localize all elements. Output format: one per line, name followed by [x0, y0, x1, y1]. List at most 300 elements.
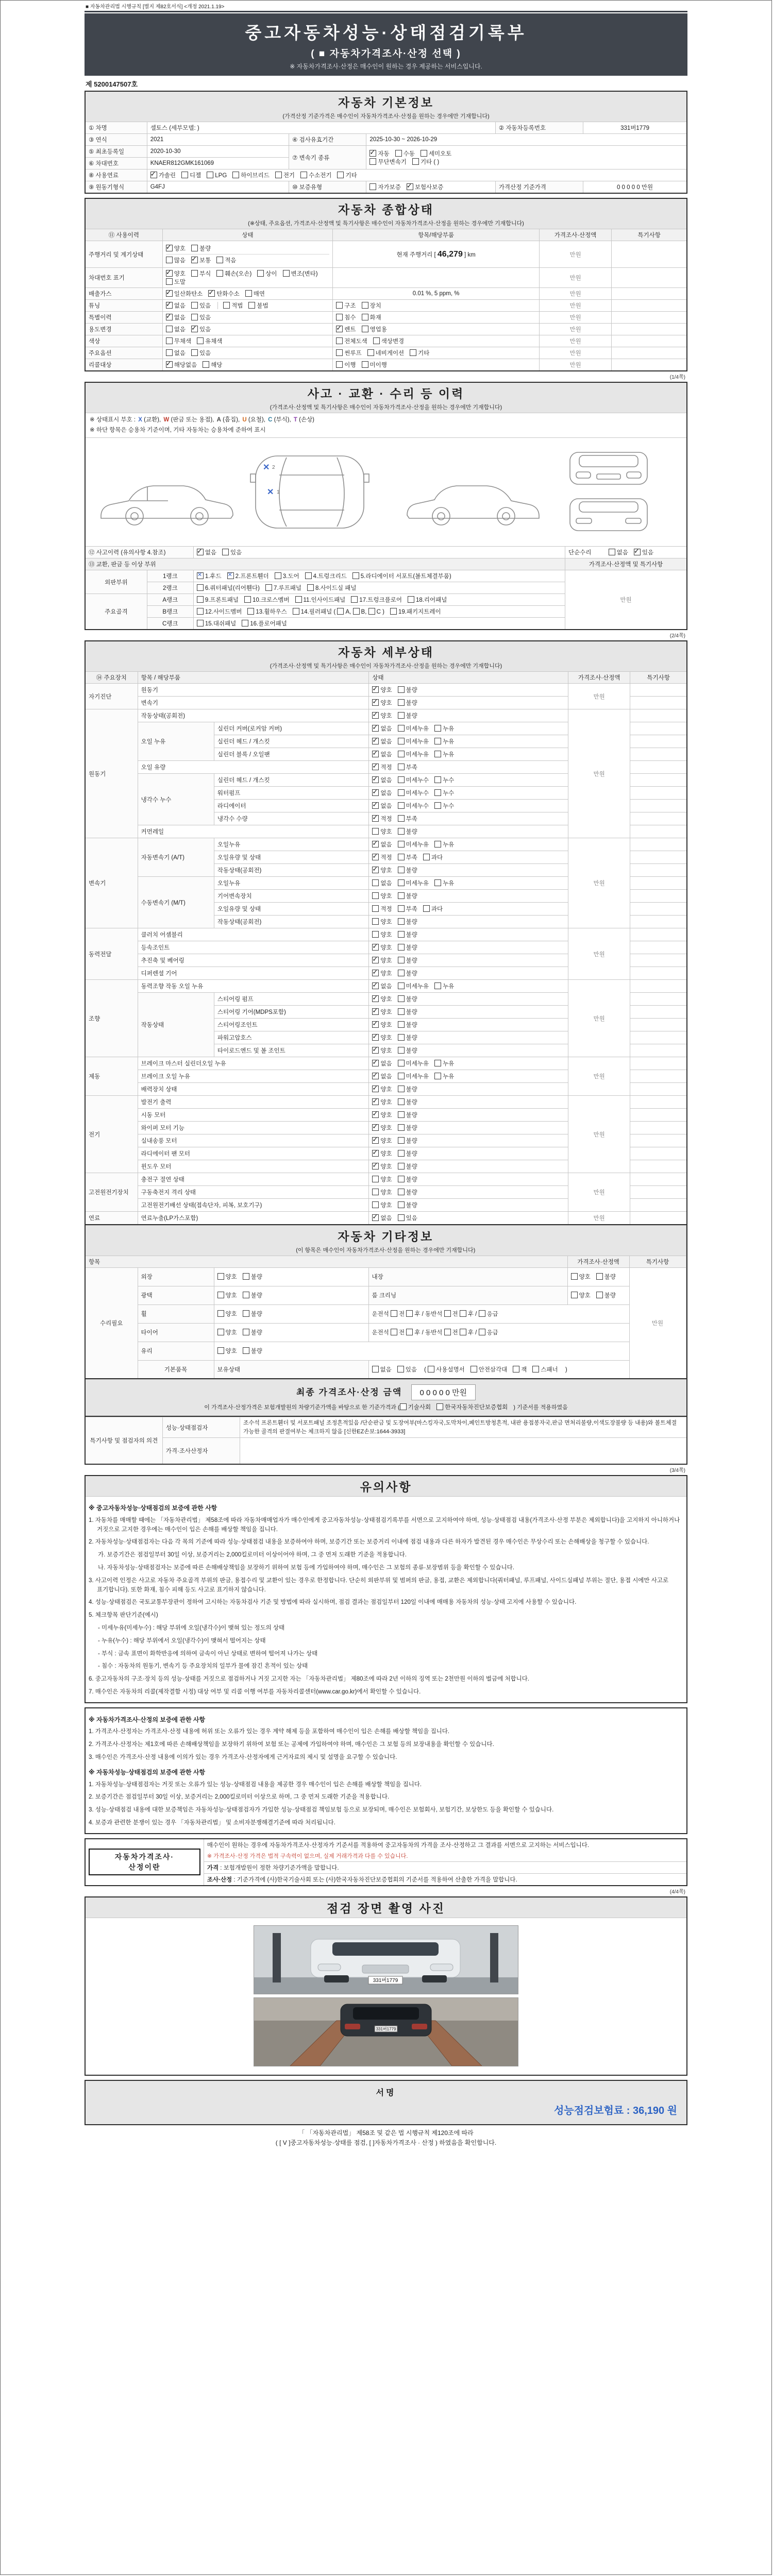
checkbox[interactable]: [166, 337, 173, 344]
checkbox-option[interactable]: [398, 789, 429, 797]
checkbox[interactable]: [352, 572, 359, 579]
checkbox-option[interactable]: [372, 1365, 392, 1374]
checkbox[interactable]: [191, 245, 198, 251]
checkbox-option[interactable]: [423, 905, 443, 913]
checkbox-option[interactable]: [372, 776, 392, 784]
checkbox[interactable]: [275, 572, 281, 579]
checkbox[interactable]: [397, 1366, 404, 1372]
checkbox[interactable]: [398, 1111, 405, 1118]
checkbox[interactable]: [398, 1086, 405, 1092]
checkbox-option[interactable]: [372, 956, 392, 964]
checkbox[interactable]: [398, 905, 405, 912]
checkbox-option[interactable]: [222, 548, 242, 556]
checkbox[interactable]: [351, 596, 358, 603]
checkbox-option[interactable]: [372, 995, 392, 1003]
checkbox-option[interactable]: [244, 596, 290, 604]
checkbox[interactable]: [372, 764, 379, 770]
checkbox-option[interactable]: [412, 158, 439, 166]
checkbox-option[interactable]: [398, 1072, 429, 1080]
checkbox[interactable]: [434, 1060, 441, 1066]
checkbox[interactable]: [362, 326, 368, 332]
checkbox-option[interactable]: [197, 607, 242, 616]
checkbox[interactable]: [336, 326, 343, 332]
checkbox-option[interactable]: [372, 1098, 392, 1106]
checkbox[interactable]: [203, 361, 209, 368]
checkbox-option[interactable]: [398, 1046, 417, 1055]
checkbox[interactable]: [295, 596, 302, 603]
checkbox-option[interactable]: [166, 269, 186, 278]
checkbox-option[interactable]: [217, 1291, 237, 1299]
checkbox-option[interactable]: [398, 724, 429, 733]
checkbox-option[interactable]: [372, 866, 392, 874]
checkbox-option[interactable]: [166, 278, 186, 286]
checkbox[interactable]: [369, 183, 376, 190]
checkbox[interactable]: [197, 337, 204, 344]
checkbox-option[interactable]: [166, 301, 186, 310]
checkbox-option[interactable]: [150, 171, 176, 179]
checkbox-option[interactable]: [434, 1059, 454, 1067]
checkbox[interactable]: [395, 150, 402, 157]
checkbox[interactable]: [372, 802, 379, 809]
checkbox-option[interactable]: [434, 840, 454, 849]
checkbox-option[interactable]: [398, 711, 417, 720]
checkbox-option[interactable]: [398, 1124, 417, 1132]
checkbox-option[interactable]: [362, 301, 381, 310]
checkbox[interactable]: [191, 257, 198, 263]
checkbox-option[interactable]: [166, 290, 203, 298]
checkbox[interactable]: [434, 776, 441, 783]
checkbox-option[interactable]: [571, 1273, 591, 1281]
checkbox-option[interactable]: [372, 853, 392, 861]
checkbox[interactable]: [372, 1150, 379, 1157]
checkbox[interactable]: [372, 1163, 379, 1170]
checkbox[interactable]: [372, 738, 379, 744]
checkbox-option[interactable]: [372, 918, 392, 926]
checkbox[interactable]: [217, 1273, 224, 1280]
checkbox[interactable]: [362, 302, 368, 309]
checkbox-option[interactable]: [398, 956, 417, 964]
checkbox-option[interactable]: [398, 686, 417, 694]
checkbox-option[interactable]: [434, 982, 454, 990]
checkbox-option[interactable]: [397, 1365, 417, 1374]
checkbox[interactable]: [166, 349, 173, 356]
checkbox[interactable]: [372, 1098, 379, 1105]
checkbox[interactable]: [428, 1366, 434, 1372]
checkbox[interactable]: [166, 314, 173, 320]
checkbox[interactable]: [398, 841, 405, 848]
checkbox-option[interactable]: [197, 548, 216, 556]
checkbox[interactable]: [372, 1189, 379, 1195]
checkbox-option[interactable]: [372, 943, 392, 952]
checkbox[interactable]: [300, 172, 307, 178]
checkbox[interactable]: [398, 712, 405, 719]
checkbox[interactable]: [372, 1086, 379, 1092]
checkbox[interactable]: [434, 738, 441, 744]
checkbox[interactable]: [166, 302, 173, 309]
checkbox-option[interactable]: [434, 776, 454, 784]
checkbox[interactable]: [398, 982, 405, 989]
checkbox[interactable]: [398, 828, 405, 835]
checkbox-option[interactable]: [191, 349, 211, 357]
checkbox[interactable]: [166, 326, 173, 332]
checkbox[interactable]: [596, 1273, 603, 1280]
checkbox-option[interactable]: [166, 313, 186, 321]
checkbox[interactable]: [596, 1292, 603, 1298]
checkbox[interactable]: [398, 1137, 405, 1144]
checkbox-option[interactable]: [166, 349, 186, 357]
checkbox[interactable]: [217, 1329, 224, 1335]
checkbox-option[interactable]: [398, 1059, 429, 1067]
checkbox-option[interactable]: [372, 1149, 392, 1158]
checkbox-option[interactable]: [372, 1201, 392, 1209]
checkbox[interactable]: [398, 892, 405, 899]
checkbox-option[interactable]: [232, 171, 270, 179]
checkbox-option[interactable]: [227, 572, 269, 580]
checkbox-option[interactable]: [203, 361, 222, 369]
checkbox[interactable]: [398, 879, 405, 886]
checkbox[interactable]: [372, 725, 379, 732]
checkbox-option[interactable]: [181, 171, 201, 179]
checkbox[interactable]: [479, 1310, 485, 1317]
checkbox[interactable]: [217, 1347, 224, 1354]
checkbox-option[interactable]: [372, 802, 392, 810]
checkbox-option[interactable]: [398, 1175, 417, 1183]
checkbox[interactable]: [208, 290, 215, 297]
checkbox[interactable]: [398, 1150, 405, 1157]
checkbox[interactable]: [367, 349, 374, 356]
checkbox[interactable]: [216, 257, 223, 263]
checkbox-option[interactable]: [300, 171, 331, 179]
checkbox[interactable]: [400, 1403, 407, 1410]
checkbox[interactable]: [398, 931, 405, 938]
checkbox[interactable]: [398, 1189, 405, 1195]
checkbox[interactable]: [362, 361, 368, 368]
checkbox-option[interactable]: [336, 301, 356, 310]
checkbox[interactable]: [369, 158, 376, 165]
checkbox-option[interactable]: [372, 1072, 392, 1080]
checkbox[interactable]: [222, 549, 229, 555]
checkbox[interactable]: [336, 349, 343, 356]
checkbox-option[interactable]: [434, 1072, 454, 1080]
checkbox[interactable]: [398, 686, 405, 693]
checkbox-option[interactable]: [398, 1085, 417, 1093]
checkbox-option[interactable]: [336, 325, 356, 333]
checkbox-option[interactable]: [398, 1188, 417, 1196]
checkbox-option[interactable]: [372, 1214, 392, 1222]
checkbox[interactable]: [217, 1310, 224, 1317]
checkbox-option[interactable]: [398, 1162, 417, 1171]
checkbox[interactable]: [407, 183, 413, 190]
checkbox[interactable]: [398, 789, 405, 796]
checkbox[interactable]: [166, 270, 173, 277]
checkbox[interactable]: [372, 841, 379, 848]
checkbox-option[interactable]: [398, 982, 429, 990]
checkbox[interactable]: [243, 1292, 249, 1298]
checkbox[interactable]: [166, 257, 173, 263]
checkbox-option[interactable]: [372, 815, 392, 823]
checkbox[interactable]: [423, 854, 430, 860]
checkbox[interactable]: [434, 725, 441, 732]
checkbox-option[interactable]: [398, 802, 429, 810]
checkbox[interactable]: [571, 1292, 578, 1298]
checkbox-option[interactable]: [390, 607, 441, 616]
checkbox-option[interactable]: [372, 840, 392, 849]
checkbox-option[interactable]: [398, 699, 417, 707]
checkbox[interactable]: [398, 764, 405, 770]
checkbox[interactable]: [372, 828, 379, 835]
checkbox-option[interactable]: [197, 337, 222, 345]
checkbox-option[interactable]: [398, 827, 417, 836]
checkbox[interactable]: [336, 337, 343, 344]
checkbox[interactable]: [191, 314, 198, 320]
checkbox-option[interactable]: [243, 1310, 262, 1318]
checkbox-option[interactable]: [373, 337, 404, 345]
checkbox-option[interactable]: [398, 918, 417, 926]
checkbox[interactable]: [372, 1073, 379, 1079]
checkbox-option[interactable]: [217, 1328, 237, 1336]
checkbox[interactable]: [275, 172, 282, 178]
checkbox[interactable]: [372, 918, 379, 925]
checkbox[interactable]: [372, 905, 379, 912]
checkbox[interactable]: [398, 1163, 405, 1170]
checkbox-option[interactable]: [362, 361, 387, 369]
checkbox[interactable]: [166, 278, 173, 285]
checkbox-option[interactable]: [372, 763, 392, 771]
checkbox[interactable]: [197, 549, 204, 555]
checkbox-option[interactable]: [398, 853, 417, 861]
checkbox[interactable]: [283, 270, 290, 277]
checkbox[interactable]: [191, 302, 198, 309]
checkbox-option[interactable]: [372, 1046, 392, 1055]
checkbox[interactable]: [232, 172, 239, 178]
checkbox-option[interactable]: [191, 269, 211, 278]
checkbox[interactable]: [398, 815, 405, 822]
checkbox-option[interactable]: [372, 1021, 392, 1029]
checkbox-option[interactable]: [245, 290, 265, 298]
checkbox[interactable]: [398, 867, 405, 873]
checkbox-option[interactable]: [421, 149, 451, 158]
checkbox-option[interactable]: [372, 1085, 392, 1093]
checkbox-option[interactable]: [372, 1188, 392, 1196]
checkbox[interactable]: [398, 776, 405, 783]
checkbox-option[interactable]: [362, 325, 387, 333]
checkbox[interactable]: [372, 1021, 379, 1028]
checkbox-option[interactable]: [191, 244, 211, 252]
checkbox-option[interactable]: [436, 1403, 508, 1411]
checkbox[interactable]: [372, 1047, 379, 1054]
checkbox[interactable]: [191, 270, 198, 277]
checkbox[interactable]: [245, 290, 252, 297]
checkbox[interactable]: [398, 944, 405, 951]
checkbox-option[interactable]: [398, 943, 417, 952]
checkbox[interactable]: [532, 1366, 539, 1372]
checkbox-option[interactable]: [609, 548, 628, 556]
checkbox-option[interactable]: [372, 699, 392, 707]
checkbox[interactable]: [398, 970, 405, 976]
checkbox-option[interactable]: [336, 337, 367, 345]
checkbox[interactable]: [436, 1403, 443, 1410]
checkbox[interactable]: [421, 150, 427, 157]
checkbox[interactable]: [412, 158, 419, 165]
checkbox-option[interactable]: [275, 171, 295, 179]
checkbox-option[interactable]: [398, 1033, 417, 1042]
checkbox[interactable]: [191, 326, 198, 332]
checkbox[interactable]: [634, 549, 641, 555]
checkbox-option[interactable]: [398, 995, 417, 1003]
checkbox-option[interactable]: [166, 256, 186, 264]
checkbox-option[interactable]: [372, 750, 392, 758]
checkbox-option[interactable]: [398, 737, 429, 745]
checkbox-option[interactable]: [398, 969, 417, 977]
checkbox-option[interactable]: [372, 686, 392, 694]
checkbox-option[interactable]: [372, 789, 392, 797]
checkbox-option[interactable]: [216, 269, 251, 278]
checkbox[interactable]: [434, 802, 441, 809]
checkbox[interactable]: [398, 1034, 405, 1041]
checkbox-option[interactable]: [398, 1201, 417, 1209]
checkbox-option[interactable]: [336, 361, 356, 369]
checkbox[interactable]: [609, 549, 615, 555]
checkbox[interactable]: [372, 1176, 379, 1182]
checkbox-option[interactable]: [372, 1124, 392, 1132]
checkbox-option[interactable]: [265, 584, 301, 592]
checkbox[interactable]: [460, 1329, 466, 1335]
checkbox[interactable]: [434, 879, 441, 886]
checkbox-option[interactable]: [372, 969, 392, 977]
checkbox[interactable]: [243, 1310, 249, 1317]
checkbox-option[interactable]: [257, 269, 277, 278]
checkbox-option[interactable]: 14.필러패널 ( A, B, C ): [293, 607, 384, 616]
checkbox-option[interactable]: [336, 349, 361, 357]
checkbox[interactable]: [372, 1111, 379, 1118]
checkbox-option[interactable]: [223, 301, 243, 310]
checkbox[interactable]: [372, 1201, 379, 1208]
checkbox[interactable]: [293, 608, 299, 615]
checkbox[interactable]: [191, 349, 198, 356]
checkbox[interactable]: [372, 1034, 379, 1041]
checkbox[interactable]: [197, 596, 204, 603]
checkbox[interactable]: [406, 1329, 413, 1335]
checkbox-option[interactable]: [372, 879, 392, 887]
checkbox-option[interactable]: [398, 776, 429, 784]
checkbox[interactable]: [391, 1310, 397, 1317]
checkbox[interactable]: [372, 854, 379, 860]
checkbox-option[interactable]: [197, 572, 222, 580]
checkbox[interactable]: [372, 1214, 379, 1221]
checkbox[interactable]: [398, 854, 405, 860]
checkbox[interactable]: [372, 751, 379, 757]
checkbox-option[interactable]: [362, 313, 381, 321]
checkbox-option[interactable]: [398, 1149, 417, 1158]
checkbox-option[interactable]: [208, 290, 239, 298]
checkbox[interactable]: [197, 572, 204, 579]
checkbox-option[interactable]: [243, 1273, 262, 1281]
checkbox[interactable]: [398, 1124, 405, 1131]
checkbox-option[interactable]: [166, 244, 186, 252]
checkbox[interactable]: [390, 608, 397, 615]
checkbox-option[interactable]: [197, 584, 260, 592]
checkbox[interactable]: [398, 699, 405, 706]
checkbox-option[interactable]: [398, 1098, 417, 1106]
checkbox-option[interactable]: [400, 1403, 431, 1411]
checkbox-option[interactable]: [596, 1273, 616, 1281]
checkbox-option[interactable]: [398, 1021, 417, 1029]
checkbox[interactable]: [244, 596, 251, 603]
checkbox[interactable]: [197, 608, 204, 615]
checkbox[interactable]: [265, 584, 272, 591]
checkbox[interactable]: [372, 892, 379, 899]
checkbox-option[interactable]: [307, 584, 356, 592]
checkbox-option[interactable]: [398, 815, 417, 823]
checkbox-option[interactable]: [407, 183, 444, 191]
checkbox-option[interactable]: [596, 1291, 616, 1299]
checkbox-option[interactable]: [372, 1175, 392, 1183]
checkbox-option[interactable]: [275, 572, 299, 580]
checkbox-option[interactable]: [634, 548, 653, 556]
checkbox[interactable]: [307, 584, 314, 591]
checkbox-option[interactable]: [372, 930, 392, 939]
checkbox-option[interactable]: [398, 892, 417, 900]
checkbox[interactable]: [181, 172, 188, 178]
checkbox-option[interactable]: [191, 256, 211, 264]
checkbox[interactable]: [398, 1047, 405, 1054]
checkbox-option[interactable]: [166, 325, 186, 333]
checkbox-option[interactable]: [408, 596, 447, 604]
checkbox-option[interactable]: [372, 827, 392, 836]
checkbox-option[interactable]: [372, 724, 392, 733]
checkbox[interactable]: [398, 725, 405, 732]
checkbox[interactable]: [243, 1273, 249, 1280]
checkbox[interactable]: [460, 1310, 466, 1317]
checkbox[interactable]: [391, 1329, 397, 1335]
checkbox-option[interactable]: [372, 1008, 392, 1016]
checkbox-option[interactable]: [248, 301, 268, 310]
checkbox-option[interactable]: [207, 172, 227, 179]
checkbox[interactable]: [336, 361, 343, 368]
checkbox[interactable]: [372, 931, 379, 938]
checkbox[interactable]: [398, 1073, 405, 1079]
checkbox[interactable]: [369, 150, 376, 157]
checkbox-option[interactable]: [243, 1347, 262, 1355]
checkbox-option[interactable]: [197, 596, 239, 604]
checkbox[interactable]: [372, 699, 379, 706]
checkbox-option[interactable]: [434, 879, 454, 887]
checkbox-option[interactable]: [434, 802, 454, 810]
checkbox-option[interactable]: [367, 349, 405, 357]
checkbox[interactable]: [434, 841, 441, 848]
checkbox-option[interactable]: [337, 171, 357, 179]
checkbox[interactable]: [372, 944, 379, 951]
checkbox[interactable]: [372, 686, 379, 693]
checkbox[interactable]: [398, 1060, 405, 1066]
checkbox-option[interactable]: [398, 866, 417, 874]
checkbox-option[interactable]: [372, 711, 392, 720]
checkbox[interactable]: [362, 314, 368, 320]
checkbox[interactable]: [337, 172, 344, 178]
checkbox[interactable]: [398, 995, 405, 1002]
checkbox-option[interactable]: [372, 1162, 392, 1171]
checkbox-option[interactable]: [216, 256, 236, 264]
checkbox[interactable]: [398, 918, 405, 925]
checkbox-option[interactable]: [243, 1328, 262, 1336]
checkbox-option[interactable]: [428, 1365, 465, 1374]
checkbox-option[interactable]: [395, 149, 415, 158]
checkbox[interactable]: [336, 302, 343, 309]
checkbox[interactable]: [372, 1060, 379, 1066]
checkbox[interactable]: [372, 970, 379, 976]
checkbox-option[interactable]: [191, 325, 211, 333]
checkbox[interactable]: [406, 1310, 413, 1317]
